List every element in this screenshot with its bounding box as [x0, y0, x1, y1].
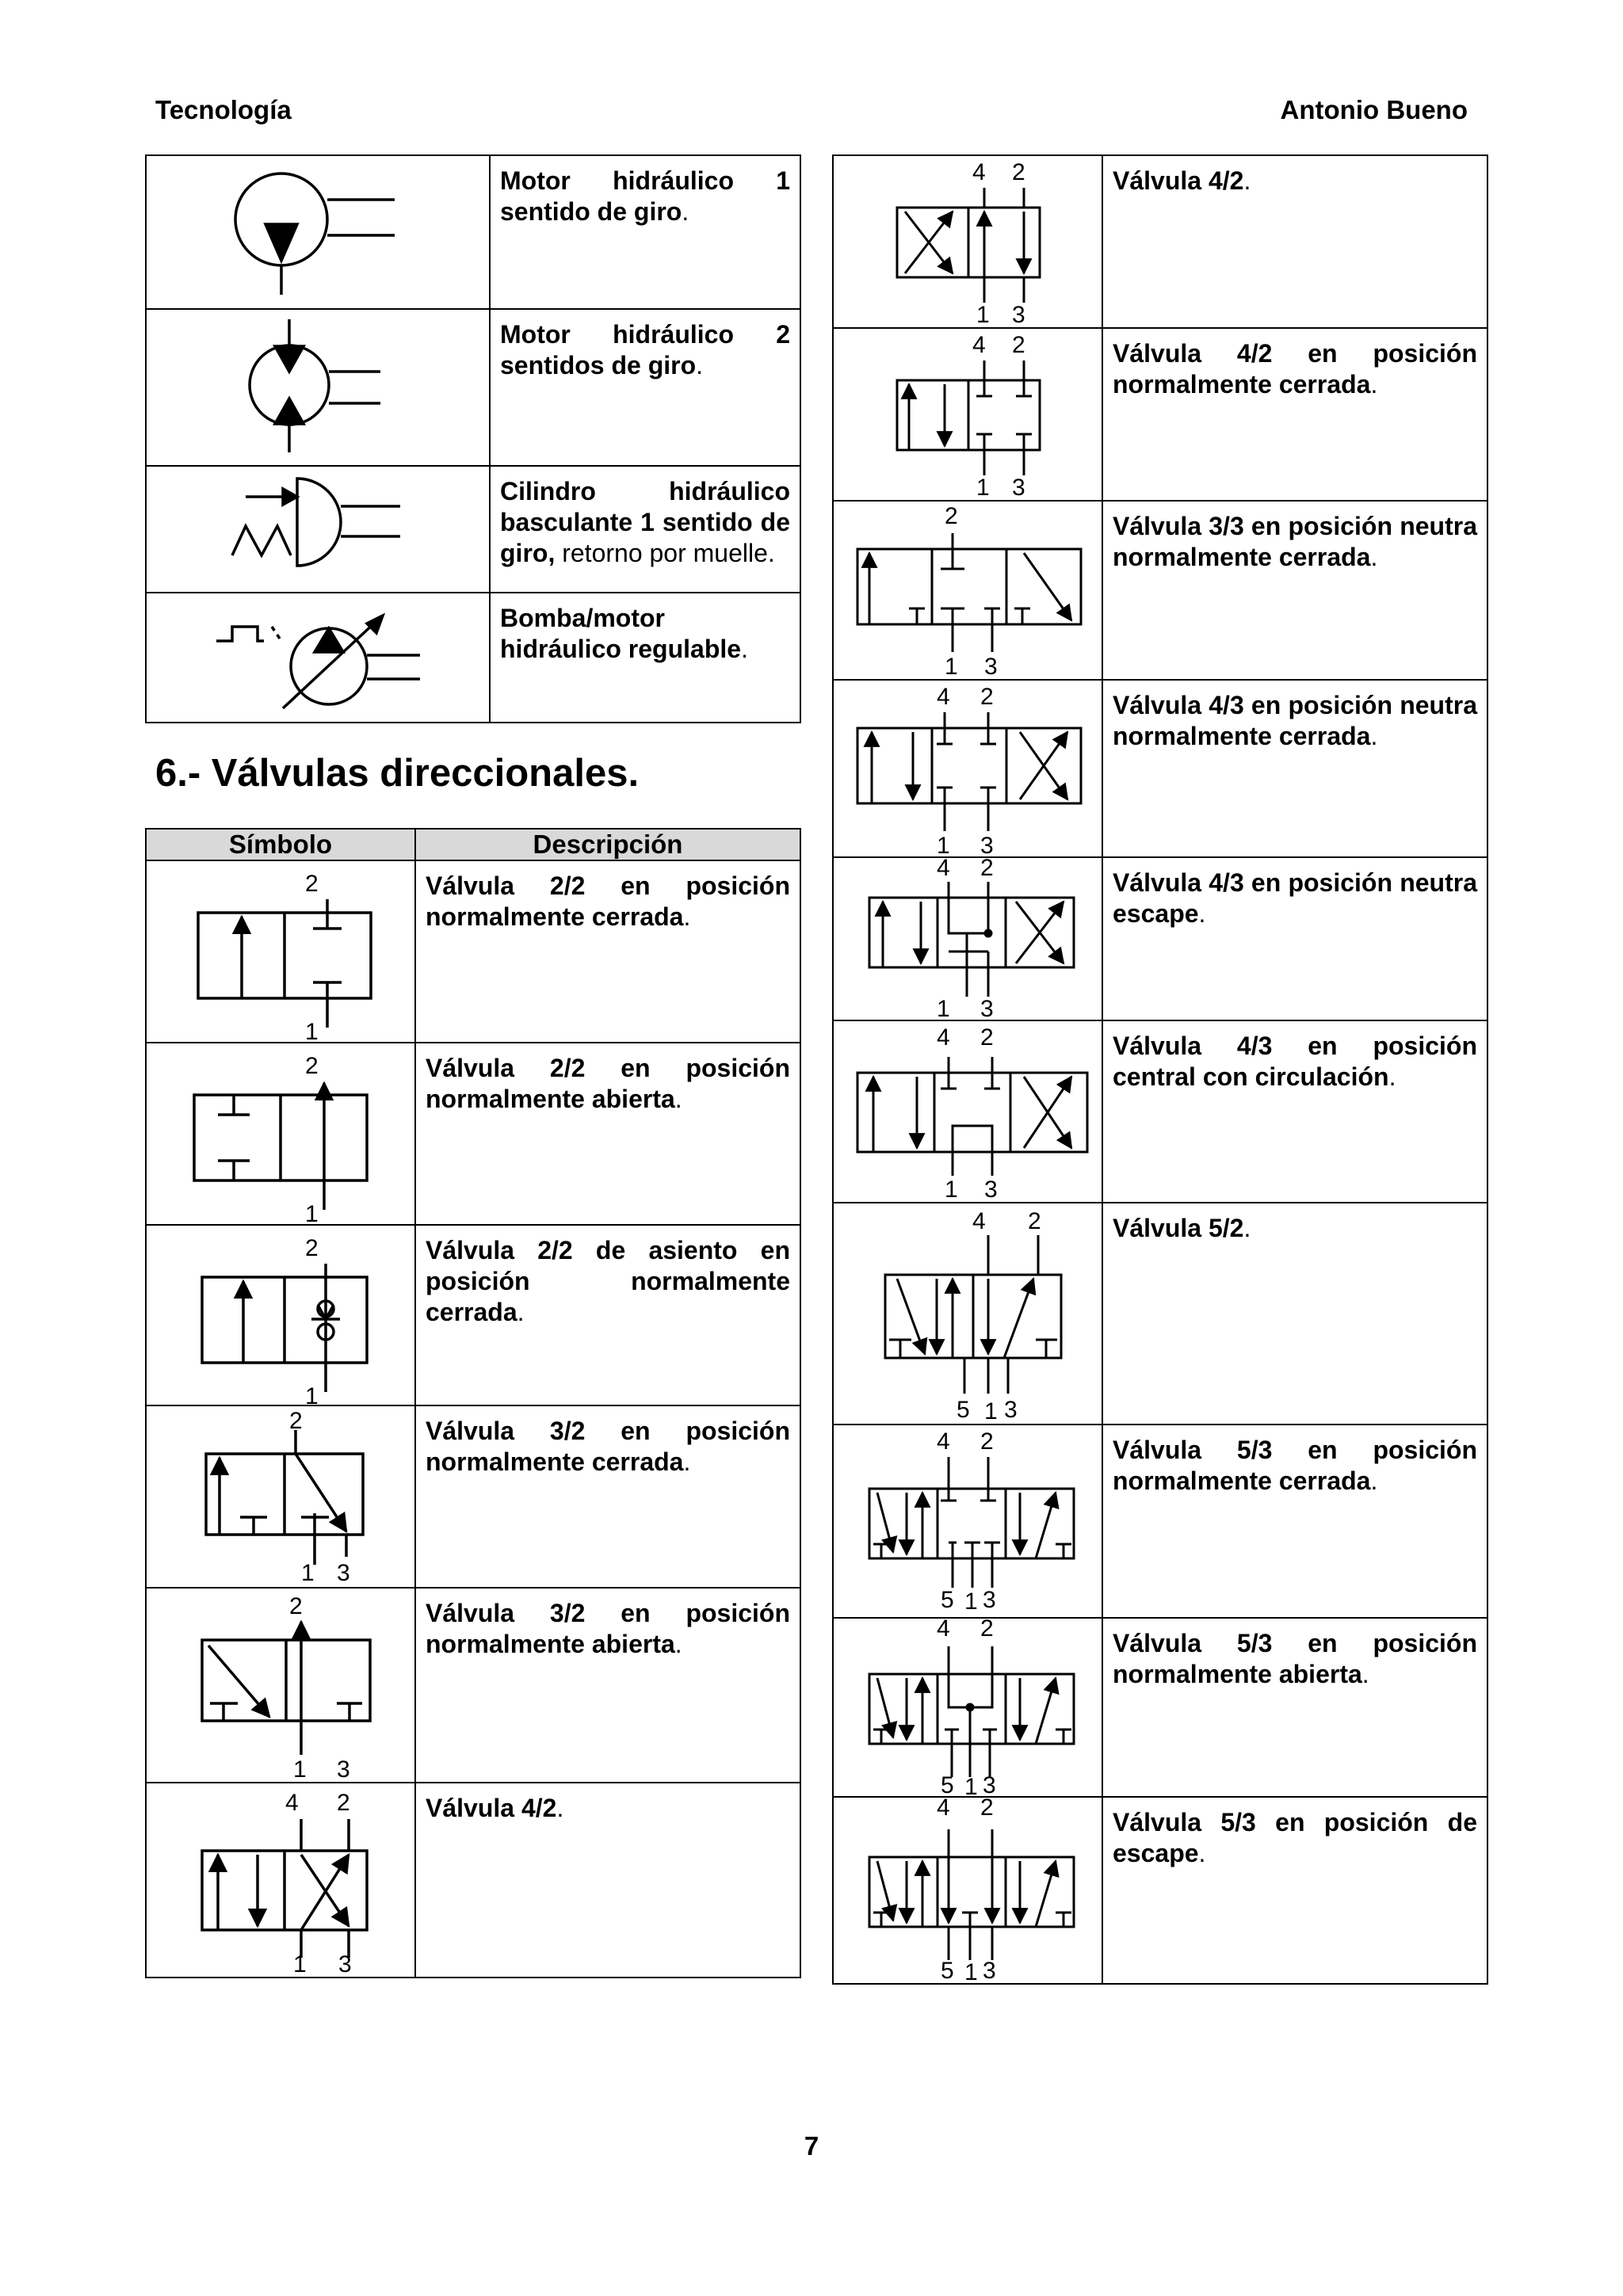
valve-2-2-seat-symbol	[146, 1225, 415, 1405]
svg-text:5: 5	[957, 1397, 970, 1423]
valve-4-3-circulation-symbol	[833, 1020, 1102, 1203]
valve-row-5-desc: Válvula 3/2 en posición normalmente abierta.	[415, 1588, 800, 1783]
valve-2-2-no-symbol	[146, 1043, 415, 1225]
valve-5-3-nc-symbol	[833, 1425, 1102, 1618]
svg-text:1: 1	[937, 833, 950, 856]
svg-text:1: 1	[984, 1398, 998, 1424]
svg-text:2: 2	[980, 1428, 994, 1455]
svg-text:2: 2	[980, 1619, 994, 1642]
motor-1-direction-symbol	[146, 155, 490, 309]
page-number: 7	[804, 2131, 819, 2161]
valve-row-6-desc: Válvula 4/2.	[415, 1783, 800, 1978]
svg-text:3: 3	[1012, 475, 1025, 500]
right-row-10-desc: Válvula 5/3 en posición de escape.	[1102, 1797, 1487, 1984]
svg-text:4: 4	[937, 684, 950, 710]
variable-pump-motor-symbol	[146, 593, 490, 723]
svg-text:4: 4	[972, 159, 986, 185]
svg-text:2: 2	[1012, 159, 1025, 185]
valve-row-3-desc: Válvula 2/2 de asiento en posición normalmente cerrada.	[415, 1225, 800, 1405]
header-left: Tecnología	[155, 95, 292, 124]
right-row-4-desc: Válvula 4/3 en posición neutra normalmente cerrada.	[1102, 680, 1487, 857]
svg-text:2: 2	[980, 684, 994, 710]
svg-text:3: 3	[980, 833, 994, 856]
svg-text:3: 3	[983, 1587, 996, 1613]
right-row-2-desc: Válvula 4/2 en posición normalmente cerrada.	[1102, 328, 1487, 501]
valve-2-2-nc-symbol	[146, 860, 415, 1043]
right-row-3-desc: Válvula 3/3 en posición neutra normalmente cerrada.	[1102, 501, 1487, 680]
oscillating-cylinder-symbol	[146, 466, 490, 593]
actuators-table	[145, 154, 801, 723]
col-desc-header: Descripción	[415, 829, 800, 860]
top-row-3-desc: Cilindro hidráulico basculante 1 sentido de giro, retorno por muelle.	[490, 466, 800, 593]
svg-text:5: 5	[941, 1772, 954, 1796]
valve-5-2-symbol	[833, 1203, 1102, 1425]
svg-text:2: 2	[945, 503, 958, 529]
svg-text:1: 1	[293, 1756, 307, 1782]
svg-text:1: 1	[964, 1589, 978, 1615]
right-row-9-desc: Válvula 5/3 en posición normalmente abierta.	[1102, 1618, 1487, 1797]
header-right: Antonio Bueno	[1280, 95, 1468, 124]
svg-text:3: 3	[980, 996, 994, 1020]
right-row-6-desc: Válvula 4/3 en posición central con circulación.	[1102, 1020, 1487, 1203]
port-2-label: 2	[305, 871, 319, 897]
svg-text:3: 3	[1004, 1397, 1018, 1423]
svg-text:1: 1	[305, 1383, 319, 1405]
svg-text:2: 2	[1012, 332, 1025, 358]
svg-text:1: 1	[964, 1959, 978, 1983]
svg-text:2: 2	[305, 1235, 319, 1261]
svg-text:3: 3	[337, 1560, 350, 1586]
svg-text:1: 1	[976, 475, 990, 500]
svg-text:1: 1	[945, 654, 958, 679]
valve-5-3-exhaust-symbol	[833, 1797, 1102, 1984]
valve-3-2-nc-symbol	[146, 1405, 415, 1588]
valve-table-right	[832, 154, 1488, 1985]
svg-text:2: 2	[980, 858, 994, 881]
port-1-label: 1	[305, 1019, 319, 1042]
valve-3-3-symbol	[833, 501, 1102, 680]
valve-4-2-nc-symbol	[833, 328, 1102, 501]
motor-2-directions-symbol	[146, 309, 490, 466]
svg-text:2: 2	[980, 1798, 994, 1821]
svg-text:4: 4	[937, 1428, 950, 1455]
svg-text:4: 4	[937, 858, 950, 881]
svg-text:2: 2	[980, 1024, 994, 1051]
section-title: 6.- Válvulas direccionales.	[155, 752, 640, 795]
valve-3-2-no-symbol	[146, 1588, 415, 1783]
valve-4-2-symbol-b	[833, 155, 1102, 328]
svg-text:1: 1	[293, 1951, 307, 1977]
svg-text:5: 5	[941, 1587, 954, 1613]
svg-text:4: 4	[972, 1208, 986, 1234]
svg-text:1: 1	[305, 1201, 319, 1224]
svg-text:1: 1	[964, 1774, 978, 1796]
right-row-5-desc: Válvula 4/3 en posición neutra escape.	[1102, 857, 1487, 1020]
svg-text:4: 4	[937, 1798, 950, 1821]
svg-text:3: 3	[984, 1177, 998, 1202]
svg-text:2: 2	[1028, 1208, 1041, 1234]
svg-text:3: 3	[1012, 302, 1025, 327]
svg-text:5: 5	[941, 1958, 954, 1983]
valve-4-3-nc-symbol	[833, 680, 1102, 857]
svg-text:1: 1	[937, 996, 950, 1020]
svg-text:2: 2	[337, 1790, 350, 1816]
right-row-7-desc: Válvula 5/2.	[1102, 1203, 1487, 1425]
valve-table-left	[145, 828, 801, 1978]
right-row-8-desc: Válvula 5/3 en posición normalmente cerrada.	[1102, 1425, 1487, 1618]
svg-text:3: 3	[337, 1756, 350, 1782]
svg-text:3: 3	[338, 1951, 352, 1977]
svg-text:4: 4	[937, 1619, 950, 1642]
svg-text:4: 4	[972, 332, 986, 358]
svg-text:3: 3	[983, 1772, 996, 1796]
svg-text:3: 3	[984, 654, 998, 679]
valve-4-3-exhaust-symbol	[833, 857, 1102, 1020]
right-row-1-desc: Válvula 4/2.	[1102, 155, 1487, 328]
valve-row-4-desc: Válvula 3/2 en posición normalmente cerrada.	[415, 1405, 800, 1588]
svg-text:1: 1	[945, 1177, 958, 1202]
top-row-4-desc: Bomba/motor hidráulico regulable.	[490, 593, 800, 723]
valve-4-2-symbol	[146, 1783, 415, 1978]
valve-row-1-desc: Válvula 2/2 en posición normalmente cerrada.	[415, 860, 800, 1043]
svg-text:2: 2	[305, 1053, 319, 1079]
svg-text:1: 1	[976, 302, 990, 327]
svg-text:2: 2	[289, 1408, 303, 1434]
svg-text:1: 1	[301, 1560, 315, 1586]
top-row-1-desc: Motor hidráulico 1 sentido de giro.	[490, 155, 800, 309]
valve-5-3-no-symbol	[833, 1618, 1102, 1797]
svg-text:4: 4	[285, 1790, 299, 1816]
svg-text:2: 2	[289, 1593, 303, 1619]
top-row-2-desc: Motor hidráulico 2 sentidos de giro.	[490, 309, 800, 466]
svg-text:4: 4	[937, 1024, 950, 1051]
col-symbol-header: Símbolo	[146, 829, 415, 860]
valve-row-2-desc: Válvula 2/2 en posición normalmente abierta.	[415, 1043, 800, 1225]
svg-text:3: 3	[983, 1958, 996, 1983]
